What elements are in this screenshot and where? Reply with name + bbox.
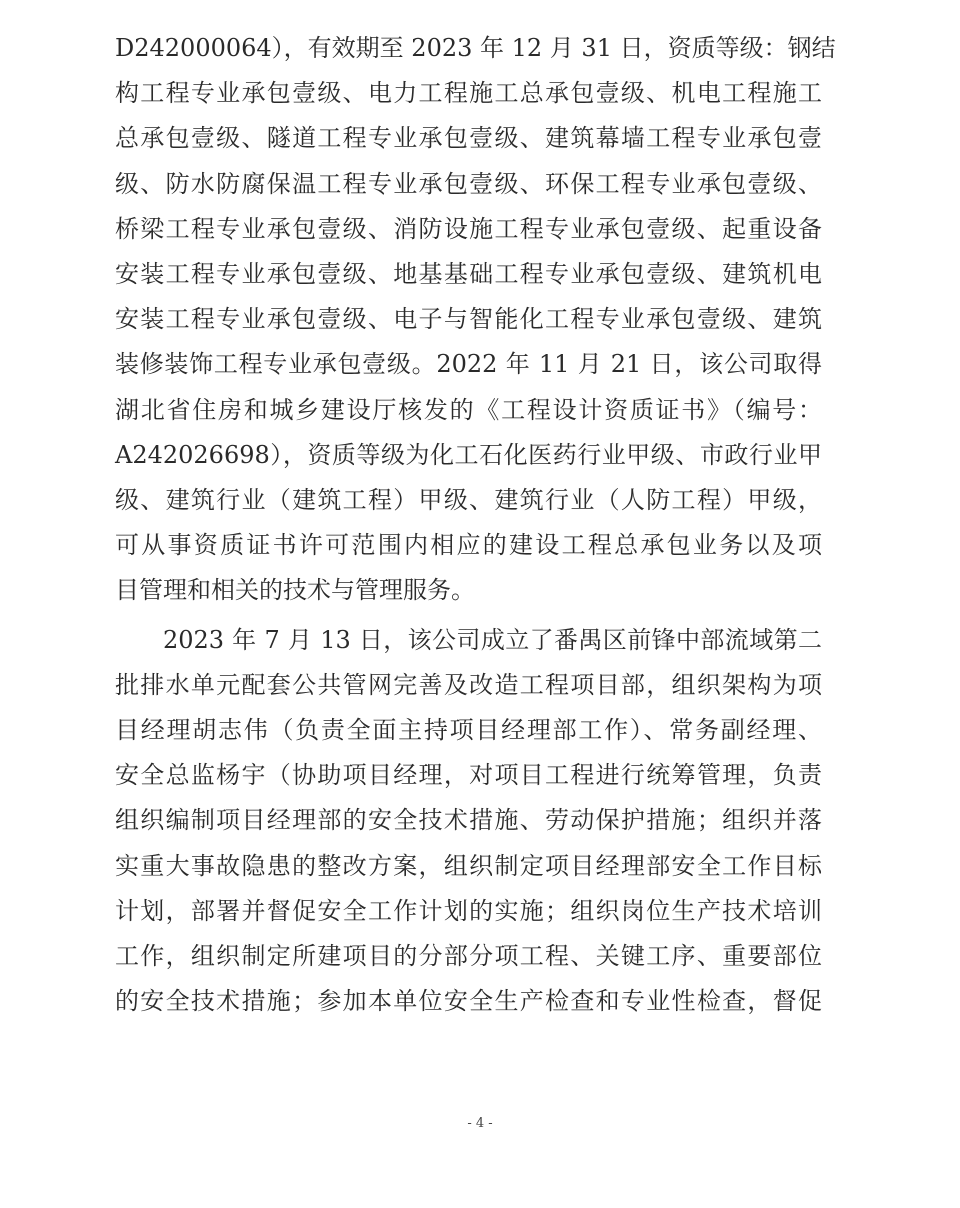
text-line: 目管理和相关的技术与管理服务。 <box>115 576 475 605</box>
text-line: 桥梁工程专业承包壹级、消防设施工程专业承包壹级、起重设备 <box>115 214 822 243</box>
text-line: 组织编制项目经理部的安全技术措施、劳动保护措施；组织并落 <box>115 806 822 835</box>
text-line: 的安全技术措施；参加本单位安全生产检查和专业性检查，督促 <box>115 986 822 1015</box>
text-line: 总承包壹级、隧道工程专业承包壹级、建筑幕墙工程专业承包壹 <box>115 124 822 153</box>
text-line: 装修装饰工程专业承包壹级。2022 年 11 月 21 日，该公司取得 <box>115 350 822 379</box>
page-number: - 4 - <box>467 1116 493 1131</box>
text-line: 2023 年 7 月 13 日，该公司成立了番禺区前锋中部流域第二 <box>163 626 822 654</box>
text-line: 级、建筑行业（建筑工程）甲级、建筑行业（人防工程）甲级， <box>115 486 822 514</box>
text-line: 安装工程专业承包壹级、地基基础工程专业承包壹级、建筑机电 <box>115 260 822 288</box>
text-line: 湖北省住房和城乡建设厅核发的《工程设计资质证书》（编号： <box>115 395 822 424</box>
text-line: 安装工程专业承包壹级、电子与智能化工程专业承包壹级、建筑 <box>115 305 822 334</box>
text-line: 实重大事故隐患的整改方案，组织制定项目经理部安全工作目标 <box>115 851 822 880</box>
text-line: 可从事资质证书许可范围内相应的建设工程总承包业务以及项 <box>115 531 822 560</box>
text-line: 级、防水防腐保温工程专业承包壹级、环保工程专业承包壹级、 <box>115 169 822 198</box>
text-line: 安全总监杨宇（协助项目经理，对项目工程进行统筹管理，负责 <box>115 761 822 790</box>
text-line: 工作，组织制定所建项目的分部分项工程、关键工序、重要部位 <box>115 941 822 970</box>
text-line: 批排水单元配套公共管网完善及改造工程项目部，组织架构为项 <box>115 671 822 700</box>
text-line: A242026698），资质等级为化工石化医药行业甲级、市政行业甲 <box>115 440 822 469</box>
text-line: D242000064），有效期至 2023 年 12 月 31 日，资质等级：钢结 <box>115 34 836 62</box>
text-line: 构工程专业承包壹级、电力工程施工总承包壹级、机电工程施工 <box>115 79 822 108</box>
text-line: 计划，部署并督促安全工作计划的实施；组织岗位生产技术培训 <box>115 896 822 925</box>
text-line: 目经理胡志伟（负责全面主持项目经理部工作）、常务副经理、 <box>115 716 822 745</box>
